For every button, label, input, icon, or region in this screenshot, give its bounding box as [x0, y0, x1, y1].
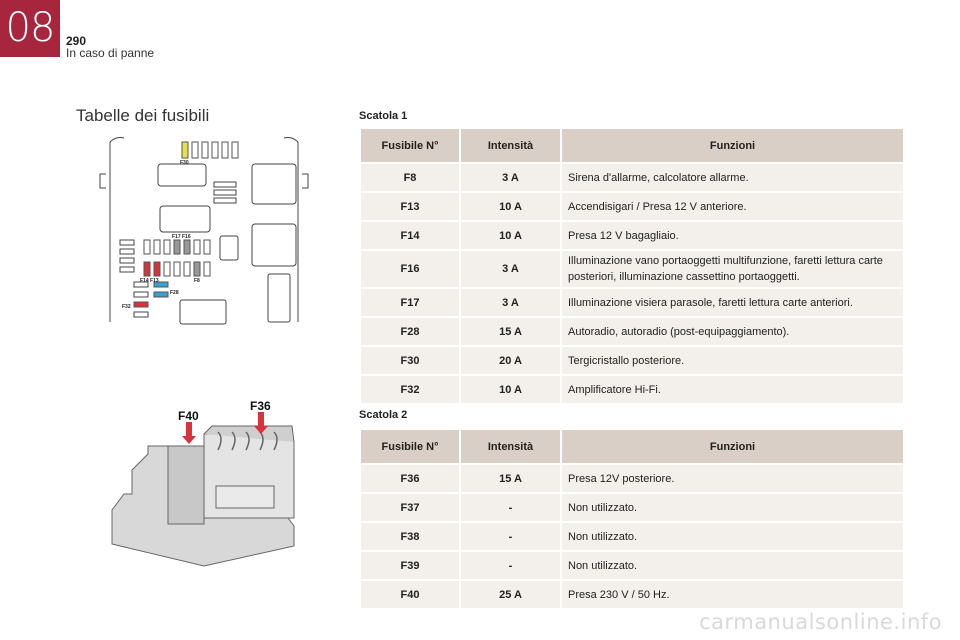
header-fuse-number: Fusibile N°	[360, 128, 460, 163]
header-functions: Funzioni	[561, 429, 904, 464]
amperage-cell: 10 A	[460, 221, 561, 250]
amperage-cell: 3 A	[460, 250, 561, 288]
function-cell: Presa 12V posteriore.	[561, 464, 904, 493]
label-f28: F28	[170, 290, 179, 296]
function-cell: Non utilizzato.	[561, 493, 904, 522]
amperage-cell: 10 A	[460, 375, 561, 404]
fuse-box-1-diagram	[96, 134, 312, 328]
fuse-number-cell: F13	[360, 192, 460, 221]
table-row	[360, 580, 904, 609]
table-row	[360, 192, 904, 221]
amperage-cell: 3 A	[460, 163, 561, 192]
fuse-number-cell: F38	[360, 522, 460, 551]
fuse-number-cell: F30	[360, 346, 460, 375]
amperage-cell: 10 A	[460, 192, 561, 221]
table-row	[360, 163, 904, 192]
amperage-cell: 15 A	[460, 317, 561, 346]
amperage-cell: -	[460, 493, 561, 522]
label-f30: F30	[180, 160, 189, 166]
fuse-number-cell: F37	[360, 493, 460, 522]
box-2-label: Scatola 2	[359, 409, 408, 421]
label-f40: F40	[178, 409, 199, 423]
header-amperage: Intensità	[460, 429, 561, 464]
fuse-number-cell: F14	[360, 221, 460, 250]
label-f17-f16: F17 F16	[172, 234, 191, 240]
header-functions: Funzioni	[561, 128, 904, 163]
fuse-number-cell: F39	[360, 551, 460, 580]
table-row	[360, 288, 904, 317]
function-cell: Illuminazione vano portaoggetti multifunzione, faretti lettura carte posteriori, illuminazione cassettino portaoggetti.	[561, 250, 904, 288]
amperage-cell: 20 A	[460, 346, 561, 375]
box-1-label: Scatola 1	[359, 110, 408, 122]
function-cell: Non utilizzato.	[561, 522, 904, 551]
amperage-cell: -	[460, 522, 561, 551]
fuse-table-box-2	[359, 428, 905, 610]
label-f32: F32	[122, 304, 131, 310]
chapter-number: 08	[0, 0, 60, 57]
function-cell: Presa 12 V bagagliaio.	[561, 221, 904, 250]
table-row	[360, 221, 904, 250]
table-row	[360, 375, 904, 404]
function-cell: Accendisigari / Presa 12 V anteriore.	[561, 192, 904, 221]
table-row	[360, 346, 904, 375]
fuse-number-cell: F28	[360, 317, 460, 346]
function-cell: Presa 230 V / 50 Hz.	[561, 580, 904, 609]
table-row	[360, 493, 904, 522]
table-row	[360, 522, 904, 551]
label-f14-f13: F14 F13	[140, 278, 159, 284]
label-f8: F8	[194, 278, 200, 284]
fuse-box-2-diagram	[108, 398, 300, 574]
function-cell: Non utilizzato.	[561, 551, 904, 580]
amperage-cell: 25 A	[460, 580, 561, 609]
table-row	[360, 464, 904, 493]
fuse-number-cell: F16	[360, 250, 460, 288]
function-cell: Sirena d'allarme, calcolatore allarme.	[561, 163, 904, 192]
fuse-number-cell: F32	[360, 375, 460, 404]
fuse-table-box-1	[359, 127, 905, 405]
page-number: 290	[66, 34, 87, 48]
amperage-cell: 3 A	[460, 288, 561, 317]
function-cell: Amplificatore Hi-Fi.	[561, 375, 904, 404]
function-cell: Illuminazione visiera parasole, faretti lettura carte anteriori.	[561, 288, 904, 317]
fuse-table-body	[360, 163, 904, 404]
amperage-cell: -	[460, 551, 561, 580]
section-name: In caso di panne	[66, 46, 155, 60]
fuse-table-body	[360, 464, 904, 609]
amperage-cell: 15 A	[460, 464, 561, 493]
fuse-number-cell: F8	[360, 163, 460, 192]
page-title: Tabelle dei fusibili	[76, 106, 210, 125]
function-cell: Tergicristallo posteriore.	[561, 346, 904, 375]
watermark: carmanualsonline.info	[699, 610, 942, 634]
fuse-number-cell: F17	[360, 288, 460, 317]
header-fuse-number: Fusibile N°	[360, 429, 460, 464]
table-row	[360, 551, 904, 580]
table-row	[360, 250, 904, 288]
table-row	[360, 317, 904, 346]
fuse-number-cell: F40	[360, 580, 460, 609]
label-f36: F36	[250, 399, 271, 413]
function-cell: Autoradio, autoradio (post-equipaggiamento).	[561, 317, 904, 346]
fuse-number-cell: F36	[360, 464, 460, 493]
header-amperage: Intensità	[460, 128, 561, 163]
